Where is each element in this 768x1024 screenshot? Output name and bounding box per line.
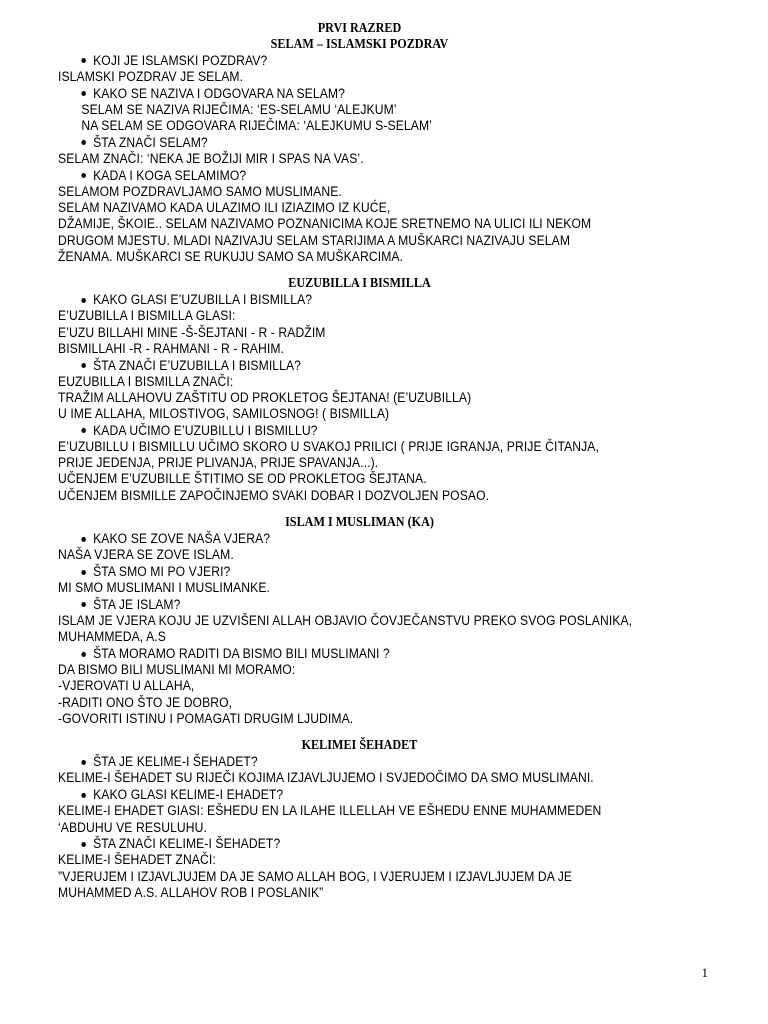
bullet-icon [81,652,86,657]
bullet-icon [81,363,86,368]
answer-line: NA SELAM SE ODGOVARA RIJEČIMA: ‘ALEJKUMU S-SELAM’ [81,118,432,134]
question-item [58,135,661,151]
question-text: KADA UČIMO E’UZUBILLU I BISMILLU? [93,422,318,438]
answer-line: KELIME-I ŠEHADET SU RIJEČI KOJIMA IZJAVLJUJEMO I SVJEDOČIMO DA SMO MUSLIMANI. [58,770,594,786]
question-item [58,531,661,547]
answer-line: TRAŽIM ALLAHOVU ZAŠTITU OD PROKLETOG ŠEJTANA! (E’UZUBILLA) [58,389,472,405]
question-text: ŠTA JE KELIME-I ŠEHADET? [93,754,258,770]
answer-line: MUHAMMED A.S. ALLAHOV ROB I POSLANIK” [58,884,324,900]
question-item [58,168,661,184]
question-item [58,646,661,662]
question-text: ŠTA SMO MI PO VJERI? [93,564,231,579]
answer-line: ”VJERUJEM I IZJAVLJUJEM DA JE SAMO ALLAH BOG, I VJERUJEM I IZJAVLJUJEM DA JE [58,868,573,884]
bullet-icon [81,428,86,433]
question-item [58,836,661,852]
answer-line: MI SMO MUSLIMANI I MUSLIMANKE. [58,580,270,596]
answer-line: MUHAMMEDA, A.S [58,629,166,645]
answer-line: E’UZUBILLA I BISMILLA GLASI: [58,308,236,324]
bullet-icon [81,298,86,303]
section-heading: ISLAM I MUSLIMAN (KA) [285,513,434,529]
answer-line: -GOVORITI ISTINU I POMAGATI DRUGIM LJUDIMA. [58,710,354,726]
question-item [58,597,661,613]
answer-line: PRIJE JEDENJA, PRIJE PLIVANJA, PRIJE SPAVANJA...). [58,455,379,471]
answer-line: ISLAMSKI POZDRAV JE SELAM. [58,69,244,85]
answer-line: SELAM SE NAZIVA RIJEČIMA: ‘ES-SELAMU ‘ALEJKUM’ [81,102,397,118]
question-text: ŠTA ZNAČI SELAM? [93,134,208,150]
bullet-icon [81,58,86,63]
page-number: 1 [701,965,708,980]
answer-line: UČENJEM BISMILLE ZAPOČINJEMO SVAKI DOBAR I DOZVOLJEN POSAO. [58,487,490,503]
answer-line: E’UZUBILLU I BISMILLU UČIMO SKORO U SVAKOJ PRILICI ( PRIJE IGRANJA, PRIJE ČITANJA, [58,439,599,455]
answer-line: ŽENAMA. MUŠKARCI SE RUKUJU SAMO SA MUŠKARCIMA. [58,248,404,264]
question-text: ŠTA JE ISLAM? [93,596,181,612]
bullet-icon [81,570,86,575]
document-content [58,20,661,901]
bullet-icon [81,602,86,607]
answer-line: -VJEROVATI U ALLAHA, [58,678,195,694]
question-text: ŠTA ZNAČI E’UZUBILLA I BISMILLA? [93,357,302,373]
section-heading: KELIMEI ŠEHADET [301,737,418,753]
bullet-icon [81,173,86,178]
bullet-icon [81,537,86,542]
question-text: KAKO GLASI KELIME-I EHADET? [93,787,284,803]
answer-line: SELAM NAZIVAMO KADA ULAZIMO ILI IZIAZIMO IZ KUĆE, [58,200,391,216]
question-text: KADA I KOGA SELAMIMO? [93,167,247,183]
question-item [58,292,661,308]
document-title: PRVI RAZRED [317,20,402,35]
bullet-icon [81,760,86,765]
section-heading: EUZUBILLA I BISMILLA [288,275,431,291]
question-text: KAKO SE NAZIVA I ODGOVARA NA SELAM? [93,85,345,101]
question-item [58,787,661,803]
question-text: ŠTA MORAMO RADITI DA BISMO BILI MUSLIMANI ? [93,646,390,662]
bullet-icon [81,842,86,847]
answer-line: ‘ABDUHU VE RESULUHU. [58,819,207,835]
question-item [58,423,661,439]
answer-line: EUZUBILLA I BISMILLA ZNAČI: [58,373,234,389]
answer-line: -RADITI ONO ŠTO JE DOBRO, [58,694,233,710]
answer-line: KELIME-I ŠEHADET ZNAČI: [58,852,216,868]
answer-line: UČENJEM E’UZUBILLE ŠTITIMO SE OD PROKLETOG ŠEJTANA. [58,471,427,487]
answer-line: BISMILLAHI -R - RAHMANI - R - RAHIM. [58,340,285,356]
bullet-icon [81,793,86,798]
answer-line: DRUGOM MJESTU. MLADI NAZIVAJU SELAM STARIJIMA A MUŠKARCI NAZIVAJU SELAM [58,232,571,248]
question-item [58,53,661,69]
question-text: ŠTA ZNAČI KELIME-I ŠEHADET? [93,836,281,852]
answer-line: E’UZU BILLAHI MINE -Š-ŠEJTANI - R - RADŽIM [58,324,326,340]
bullet-icon [81,91,86,96]
answer-line: DŽAMIJE, ŠKOIE.. SELAM NAZIVAMO POZNANICIMA KOJE SRETNEMO NA ULICI ILI NEKOM [58,216,592,232]
answer-line: DA BISMO BILI MUSLIMANI MI MORAMO: [58,662,296,678]
question-item [58,754,661,770]
answer-line: SELAM ZNAČI: ‘NEKA JE BOŽIJI MIR I SPAS NA VAS’. [58,151,364,167]
question-item [58,86,661,102]
answer-line: KELIME-I EHADET GIASI: EŠHEDU EN LA ILAHE ILLELLAH VE EŠHEDU ENNE MUHAMMEDEN [58,803,602,819]
question-item [58,564,661,580]
question-item [58,358,661,374]
answer-line: NAŠA VJERA SE ZOVE ISLAM. [58,547,234,563]
answer-line: SELAMOM POZDRAVLJAMO SAMO MUSLIMANE. [58,184,342,200]
answer-line: ISLAM JE VJERA KOJU JE UZVIŠENI ALLAH OBJAVIO ČOVJEČANSTVU PREKO SVOG POSLANIKA, [58,613,633,629]
question-text: KAKO GLASI E’UZUBILLA I BISMILLA? [93,292,313,308]
question-text: KOJI JE ISLAMSKI POZDRAV? [93,52,268,68]
section-heading: SELAM – ISLAMSKI POZDRAV [270,36,449,52]
question-text: KAKO SE ZOVE NAŠA VJERA? [93,531,271,547]
answer-line: U IME ALLAHA, MILOSTIVOG, SAMILOSNOG! ( BISMILLA) [58,406,390,422]
bullet-icon [81,140,86,145]
